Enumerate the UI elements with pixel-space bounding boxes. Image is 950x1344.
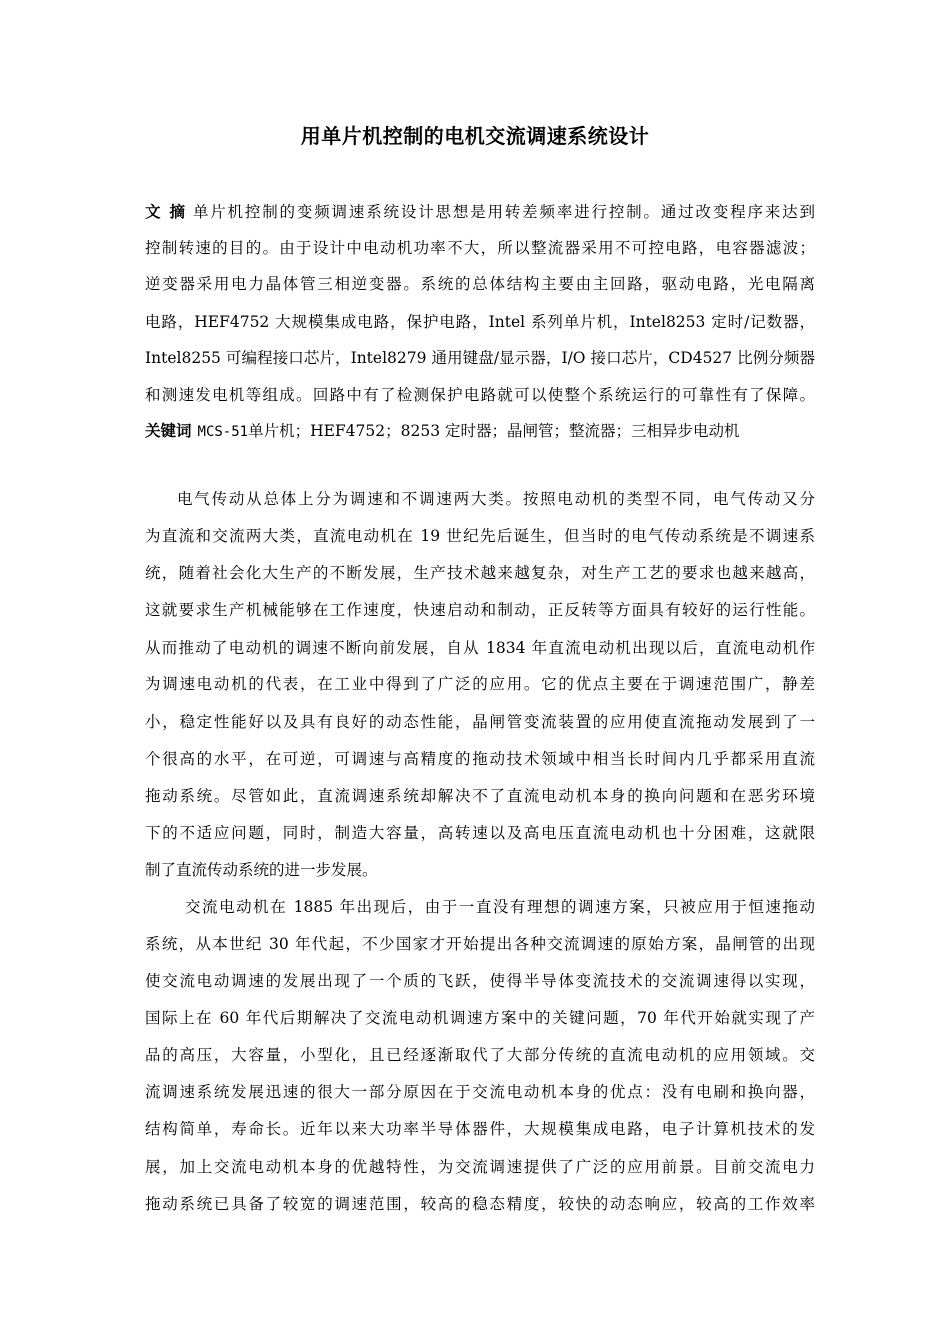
abstract-line: 逆变器采用电力晶体管三相逆变器。系统的总体结构主要由主回路，驱动电路，光电隔离 xyxy=(145,275,815,293)
abstract-line: 电路，HEF4752 大规模集成电路，保护电路，Intel 系列单片机，Intel8253 定时/记数器， xyxy=(145,313,815,331)
paragraph-line: 使交流电动调速的发展出现了一个质的飞跃，使得半导体变流技术的交流调速得以实现， xyxy=(145,972,815,990)
paragraph-line: 国际上在 60 年代后期解决了交流电动机调速方案中的关键问题，70 年代开始就实现了产 xyxy=(145,1009,815,1027)
abstract-line xyxy=(145,200,815,224)
paragraph-line: 小，稳定性能好以及具有良好的动态性能，晶闸管变流装置的应用使直流拖动发展到了一 xyxy=(145,713,815,731)
paragraph-line: 系统，从本世纪 30 年代起，不少国家才开始提出各种交流调速的原始方案，晶闸管的出现 xyxy=(145,935,815,953)
abstract-line: 控制转速的目的。由于设计中电动机功率不大，所以整流器采用不可控电路，电容器滤波； xyxy=(145,239,815,257)
paragraph-line: 制了直流传动系统的进一步发展。 xyxy=(145,861,378,879)
keywords-mono: MCS-51 xyxy=(197,424,249,440)
paragraph-line: 统，随着社会化大生产的不断发展，生产技术越来越复杂，对生产工艺的要求也越来越高， xyxy=(145,564,815,582)
paragraph-line: 电气传动从总体上分为调速和不调速两大类。按照电动机的类型不同，电气传动又分 xyxy=(177,490,815,508)
abstract-text: 单片机控制的变频调速系统设计思想是用转差频率进行控制。通过改变程序来达到 xyxy=(192,203,815,221)
paragraph-line: 个很高的水平，在可逆，可调速与高精度的拖动技术领域中相当长时间内几乎都采用直流 xyxy=(145,750,815,768)
paragraph-line: 拖动系统。尽管如此，直流调速系统却解决不了直流电动机本身的换向问题和在恶劣环境 xyxy=(145,787,815,805)
abstract-line: Intel8255 可编程接口芯片，Intel8279 通用键盘/显示器，I/O 接口芯片，CD4527 比例分频器 xyxy=(145,349,815,367)
paragraph-line: 拖动系统已具备了较宽的调速范围，较高的稳态精度，较快的动态响应，较高的工作效率 xyxy=(145,1195,815,1213)
paragraph-line: 交流电动机在 1885 年出现后，由于一直没有理想的调速方案，只被应用于恒速拖动 xyxy=(185,898,815,916)
paragraph-line: 为调速电动机的代表，在工业中得到了广泛的应用。它的优点主要在于调速范围广，静差 xyxy=(145,675,815,693)
keywords-line xyxy=(145,419,815,444)
paragraph-line: 这就要求生产机械能够在工作速度，快速启动和制动，正反转等方面具有较好的运行性能。 xyxy=(145,601,815,619)
keywords-label: 关键词 xyxy=(145,422,192,440)
keywords-text: 单片机；HEF4752；8253 定时器；晶闸管；整流器；三相异步电动机 xyxy=(248,422,740,440)
paragraph-line: 展，加上交流电动机本身的优越特性，为交流调速提供了广泛的应用前景。目前交流电力 xyxy=(145,1158,815,1176)
paragraph-line: 为直流和交流两大类，直流电动机在 19 世纪先后诞生，但当时的电气传动系统是不调速系 xyxy=(145,527,815,545)
paragraph-line: 下的不适应问题，同时，制造大容量，高转速以及高电压直流电动机也十分困难，这就限 xyxy=(145,824,815,842)
document-title: 用单片机控制的电机交流调速系统设计 xyxy=(300,124,650,148)
paragraph-line: 从而推动了电动机的调速不断向前发展，自从 1834 年直流电动机出现以后，直流电动机作 xyxy=(145,639,815,657)
abstract-label: 文 摘 xyxy=(145,203,187,221)
paragraph-line: 结构简单，寿命长。近年以来大功率半导体器件，大规模集成电路，电子计算机技术的发 xyxy=(145,1120,815,1138)
paragraph-line: 流调速系统发展迅速的很大一部分原因在于交流电动机本身的优点：没有电刷和换向器， xyxy=(145,1083,815,1101)
paragraph-line: 品的高压，大容量，小型化，且已经逐渐取代了大部分传统的直流电动机的应用领域。交 xyxy=(145,1046,815,1064)
abstract-line: 和测速发电机等组成。回路中有了检测保护电路就可以使整个系统运行的可靠性有了保障。 xyxy=(145,386,815,404)
